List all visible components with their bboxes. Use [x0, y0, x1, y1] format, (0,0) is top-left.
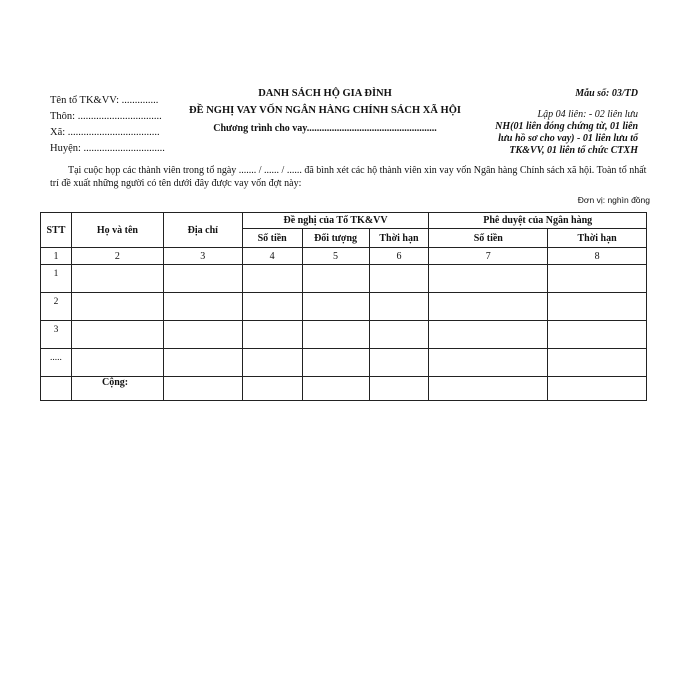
- total-bank-term: [548, 377, 647, 401]
- commune-field: Xã: ...................................: [50, 127, 160, 138]
- column-number: 4: [242, 248, 302, 265]
- column-number: 2: [71, 248, 163, 265]
- total-group-term: [369, 377, 429, 401]
- loan-program-field: Chương trình cho vay....................................................: [213, 123, 437, 134]
- cell-name[interactable]: [71, 265, 163, 293]
- form-info-block: [488, 88, 638, 157]
- form-number: Mẫu số: 03/TD: [575, 88, 638, 99]
- column-number: 5: [302, 248, 369, 265]
- header-group-target: Đối tượng: [302, 229, 369, 248]
- column-number: 7: [429, 248, 548, 265]
- cell-bank-term[interactable]: [548, 265, 647, 293]
- document-subtitle: ĐỀ NGHỊ VAY VỐN NGÂN HÀNG CHÍNH SÁCH XÃ HỘI: [189, 105, 461, 116]
- village-field: Thôn: ................................: [50, 111, 162, 122]
- cell-name[interactable]: [71, 321, 163, 349]
- cell-group-target[interactable]: [302, 321, 369, 349]
- row-stt: 3: [41, 321, 72, 349]
- intro-paragraph: Tại cuộc họp các thành viên trong tổ ngày ....... / ...... / ...... đã bình xét các hộ thành viên xin vay vốn Ngân hàng Chính sách xã hội. Toàn tổ nhất trí đề xuất những người có tên dưới đây được vay vốn đợt này:: [50, 165, 647, 189]
- header-bank-term: Thời hạn: [548, 229, 647, 248]
- cell-bank-amount[interactable]: [429, 349, 548, 377]
- cell-bank-term[interactable]: [548, 349, 647, 377]
- copies-detail: NH(01 liên đóng chứng từ, 01 liên lưu hồ sơ cho vay) - 01 liên lưu tổ TK&VV, 01 liên tổ chức CTXH: [495, 121, 638, 156]
- row-stt: 1: [41, 265, 72, 293]
- document-title-block: [180, 88, 470, 134]
- copies-line: Lập 04 liên: - 02 liên lưu: [537, 109, 638, 120]
- cell-name[interactable]: [71, 293, 163, 321]
- total-address-cell: [163, 377, 242, 401]
- unit-note: Đơn vị: nghìn đồng: [577, 195, 650, 205]
- total-bank-amount[interactable]: [429, 377, 548, 401]
- cell-bank-amount[interactable]: [429, 321, 548, 349]
- column-number-row: [41, 248, 647, 265]
- cell-group-target[interactable]: [302, 349, 369, 377]
- cell-group-amount[interactable]: [242, 293, 302, 321]
- header-group-term: Thời hạn: [369, 229, 429, 248]
- column-number: 6: [369, 248, 429, 265]
- cell-bank-amount[interactable]: [429, 293, 548, 321]
- cell-address[interactable]: [163, 265, 242, 293]
- cell-bank-term[interactable]: [548, 321, 647, 349]
- cell-group-amount[interactable]: [242, 349, 302, 377]
- table-row: [41, 265, 647, 293]
- header-bank-approval: Phê duyệt của Ngân hàng: [429, 213, 647, 229]
- column-number: 3: [163, 248, 242, 265]
- total-stt-cell: [41, 377, 72, 401]
- group-name-field: Tên tổ TK&VV: ..............: [50, 95, 159, 106]
- header-address: Địa chỉ: [163, 213, 242, 248]
- row-stt: .....: [41, 349, 72, 377]
- header-group-amount: Số tiền: [242, 229, 302, 248]
- header-group-proposal: Đề nghị của Tổ TK&VV: [242, 213, 429, 229]
- cell-group-amount[interactable]: [242, 321, 302, 349]
- column-number: 1: [41, 248, 72, 265]
- total-label: Cộng:: [71, 377, 163, 401]
- household-loan-table: [40, 212, 647, 401]
- cell-bank-amount[interactable]: [429, 265, 548, 293]
- header-name: Họ và tên: [71, 213, 163, 248]
- cell-address[interactable]: [163, 321, 242, 349]
- header-left-info: [50, 93, 165, 157]
- cell-name[interactable]: [71, 349, 163, 377]
- district-field: Huyện: ...............................: [50, 143, 165, 154]
- table-row: [41, 321, 647, 349]
- total-group-target: [302, 377, 369, 401]
- column-number: 8: [548, 248, 647, 265]
- cell-group-target[interactable]: [302, 265, 369, 293]
- cell-group-amount[interactable]: [242, 265, 302, 293]
- document-title: DANH SÁCH HỘ GIA ĐÌNH: [258, 88, 392, 99]
- cell-group-term[interactable]: [369, 349, 429, 377]
- total-group-amount[interactable]: [242, 377, 302, 401]
- cell-address[interactable]: [163, 349, 242, 377]
- table-row: [41, 293, 647, 321]
- cell-group-term[interactable]: [369, 321, 429, 349]
- cell-group-term[interactable]: [369, 293, 429, 321]
- total-row: [41, 377, 647, 401]
- header-stt: STT: [41, 213, 72, 248]
- cell-bank-term[interactable]: [548, 293, 647, 321]
- cell-address[interactable]: [163, 293, 242, 321]
- table-row: [41, 349, 647, 377]
- cell-group-term[interactable]: [369, 265, 429, 293]
- row-stt: 2: [41, 293, 72, 321]
- cell-group-target[interactable]: [302, 293, 369, 321]
- header-bank-amount: Số tiền: [429, 229, 548, 248]
